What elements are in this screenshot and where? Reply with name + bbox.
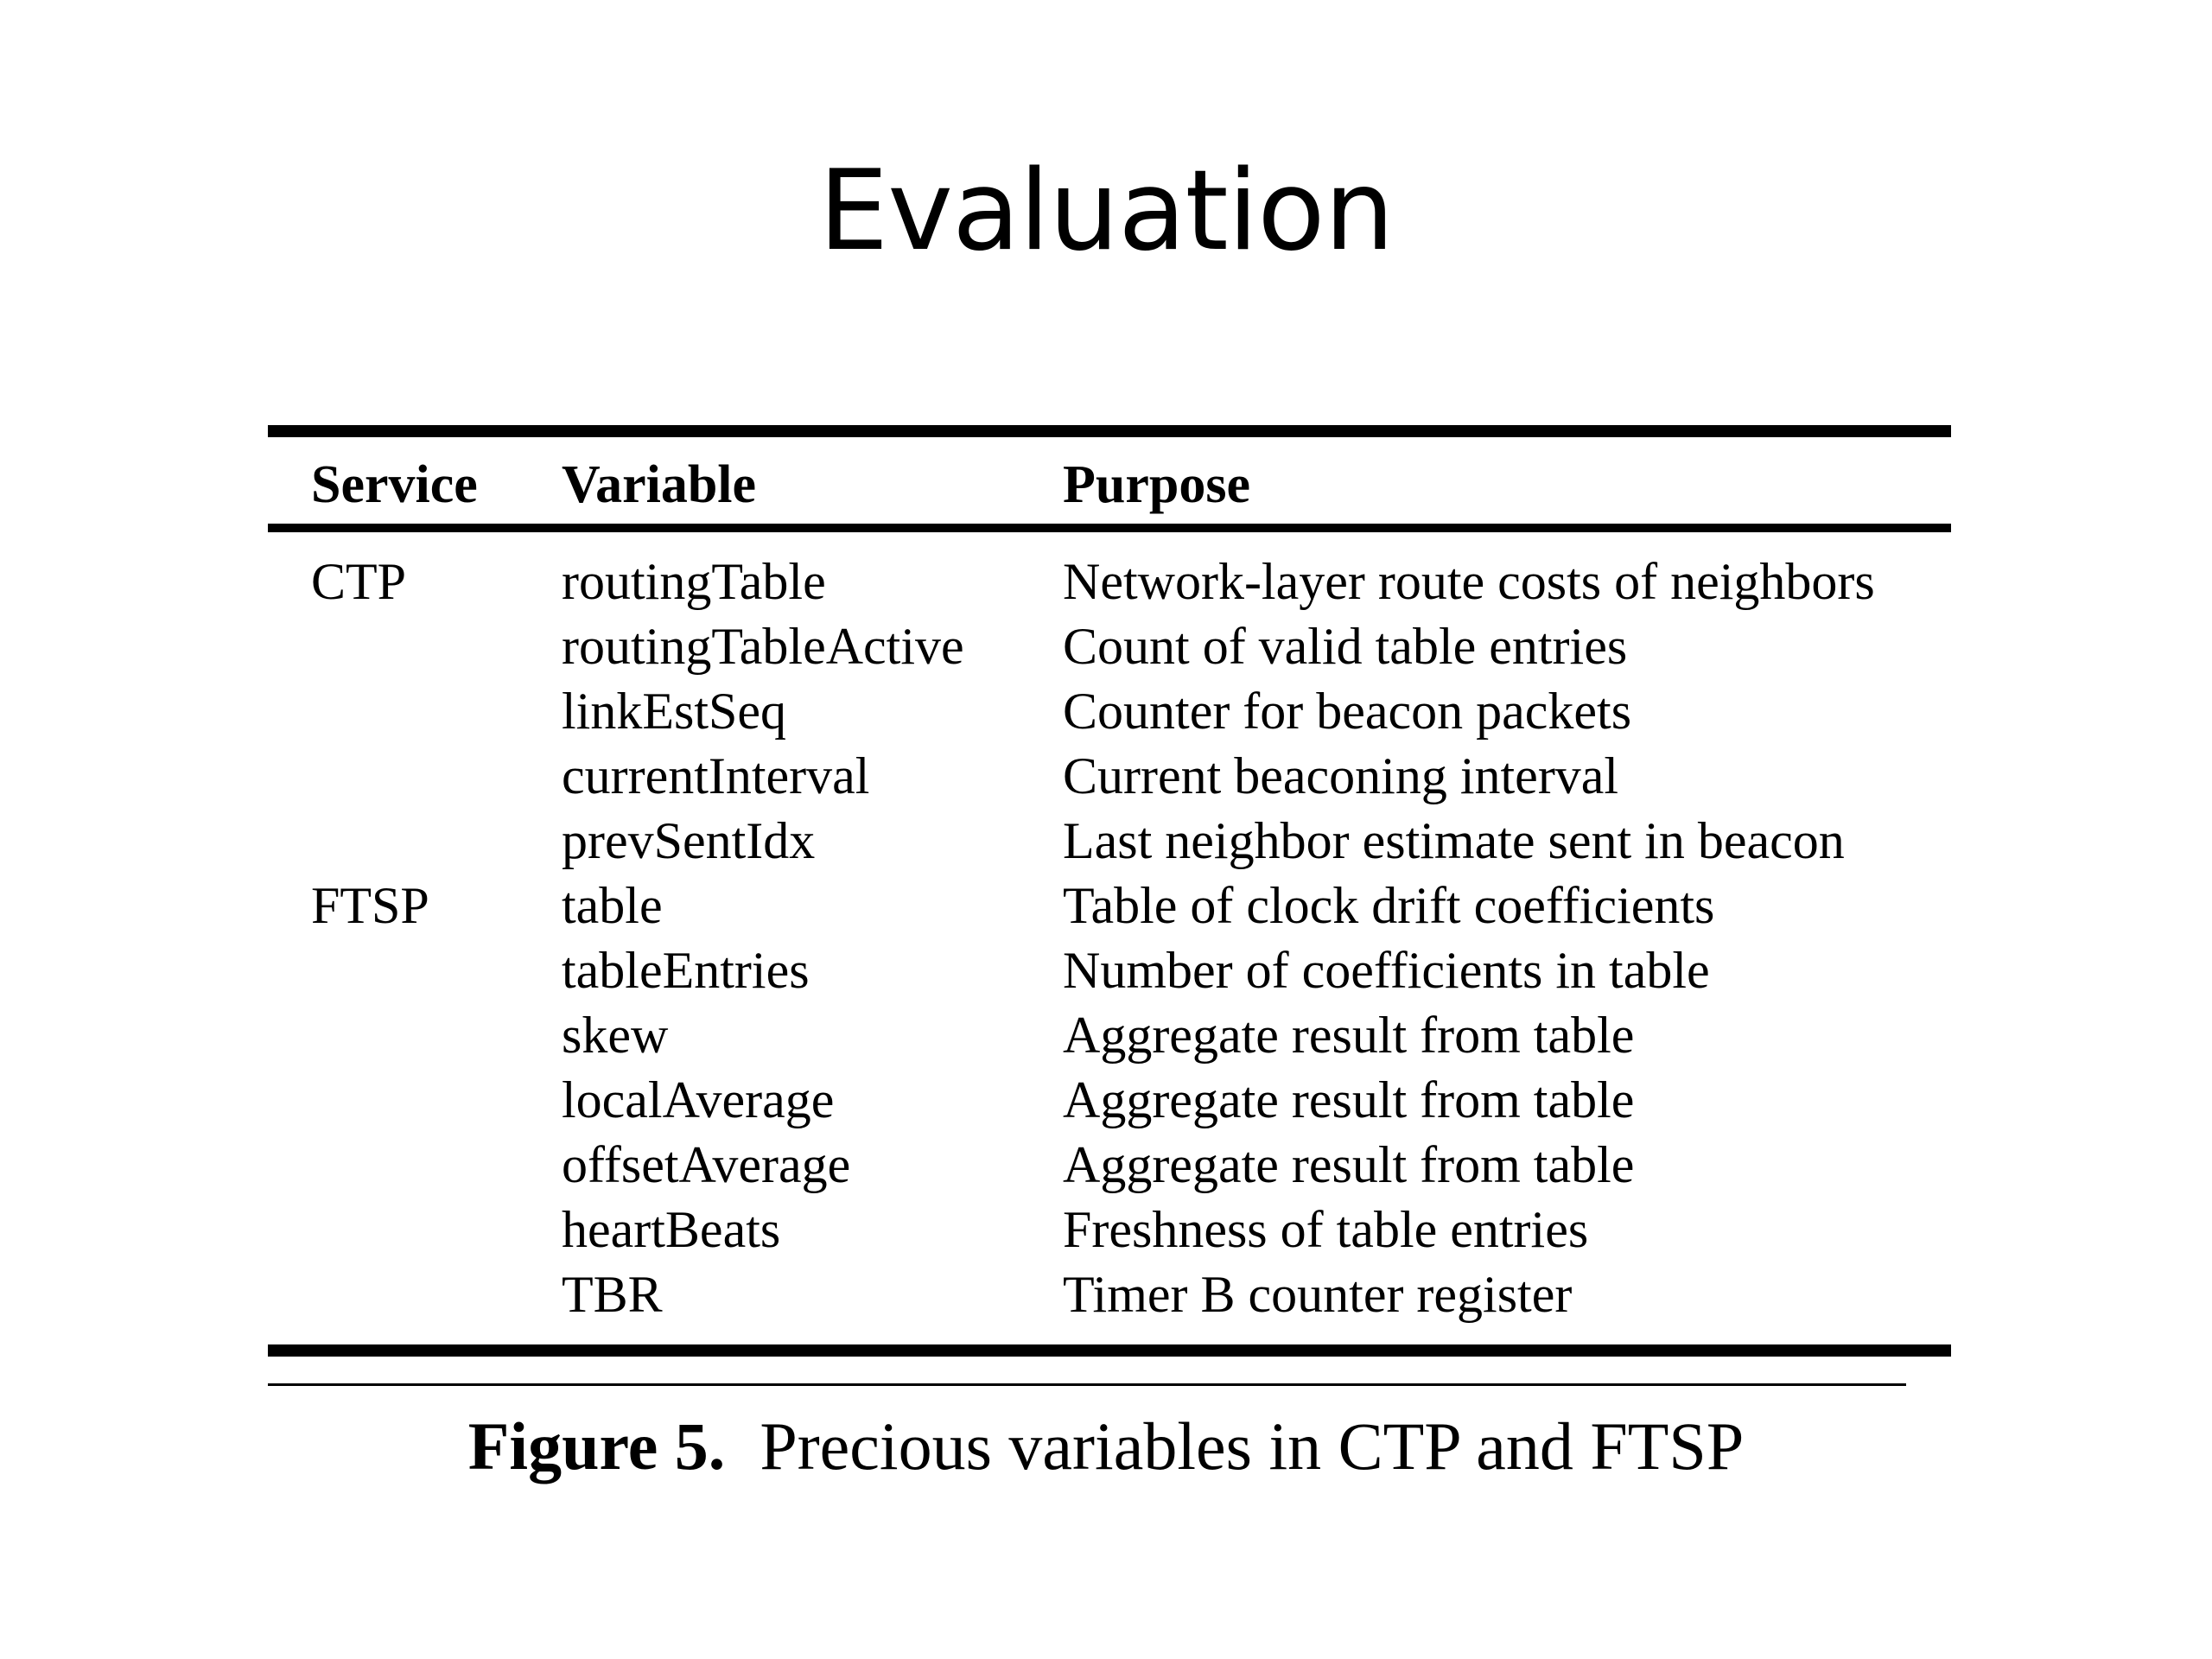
cell-service: FTSP [311,877,429,934]
cell-variable: offsetAverage [562,1136,851,1193]
header-purpose: Purpose [1063,455,1250,514]
table-row [268,938,1951,1003]
cell-variable: routingTableActive [562,618,964,675]
variables-table [268,425,1951,1357]
caption-divider [268,1383,1906,1386]
cell-variable: currentInterval [562,747,870,804]
cell-purpose: Counter for beacon packets [1063,683,1632,740]
cell-purpose: Network-layer route costs of neighbors [1063,553,1875,610]
table-row [268,550,1951,614]
table-row [268,1198,1951,1262]
table-row [268,874,1951,938]
figure-caption [0,1403,2212,1490]
cell-purpose: Aggregate result from table [1063,1007,1635,1064]
cell-purpose: Aggregate result from table [1063,1071,1635,1128]
cell-purpose: Table of clock drift coefficients [1063,877,1715,934]
cell-variable: linkEstSeq [562,683,787,740]
cell-variable: table [562,877,663,934]
cell-variable: TBR [562,1266,663,1323]
table-body [268,532,1951,1344]
cell-variable: routingTable [562,553,826,610]
cell-purpose: Aggregate result from table [1063,1136,1635,1193]
table-row [268,679,1951,744]
cell-variable: skew [562,1007,669,1064]
header-service: Service [311,455,478,514]
cell-service: CTP [311,553,407,610]
table-header-row [268,437,1951,524]
table-row [268,614,1951,679]
cell-variable: prevSentIdx [562,812,816,869]
table-row [268,809,1951,874]
table-row [268,1003,1951,1068]
cell-purpose: Freshness of table entries [1063,1201,1589,1258]
cell-variable: localAverage [562,1071,835,1128]
table-bottom-rule [268,1344,1951,1357]
figure-caption-text: Precious variables in CTP and FTSP [760,1408,1745,1484]
table-row [268,1068,1951,1133]
cell-variable: tableEntries [562,942,810,999]
table-row [268,744,1951,809]
table-header-rule [268,524,1951,532]
slide-title: Evaluation [818,147,1394,276]
figure-label: Figure 5. [467,1408,726,1484]
cell-purpose: Timer B counter register [1063,1266,1573,1323]
cell-purpose: Count of valid table entries [1063,618,1628,675]
header-variable: Variable [562,455,757,514]
cell-variable: heartBeats [562,1201,781,1258]
cell-purpose: Number of coefficients in table [1063,942,1710,999]
table-top-rule [268,425,1951,437]
cell-purpose: Last neighbor estimate sent in beacon [1063,812,1845,869]
table-row [268,1133,1951,1198]
table-row [268,1262,1951,1327]
cell-purpose: Current beaconing interval [1063,747,1619,804]
